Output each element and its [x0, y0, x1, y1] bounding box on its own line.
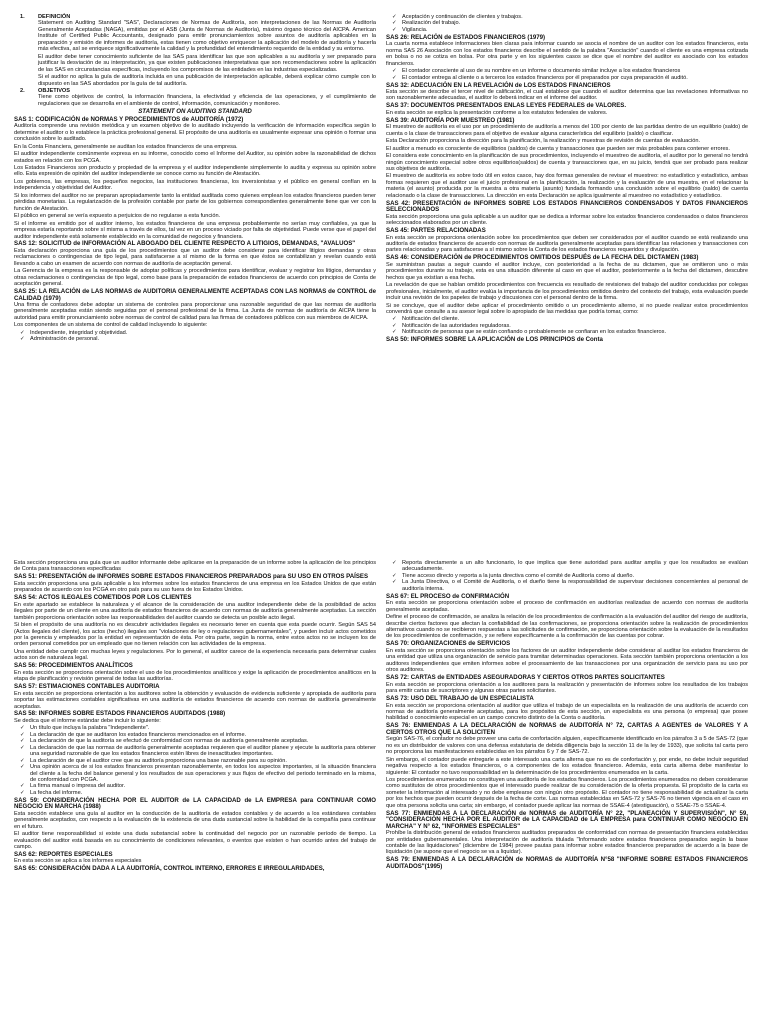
sas-heading: SAS 79: ENMIENDAS A LA DECLARACIÓN de NORMAS de AUDITORÍA N°58 "INFORME SOBRE ESTADOS FINANCIEROS AUDITADOS"(1995) — [386, 856, 748, 870]
paragraph: La Gerencia de la empresa es la responsable de adoptar políticas y procedimientos para identificar, evaluar y registrar los litigios, demandas y otras reclamaciones o contingencias de tipo legal, como base para la preparación de estados financieros de acuerdo con principios de Conta de aceptación general. — [14, 268, 376, 288]
checklist-item: ✓ La declaración de que la auditoría se efectuó de conformidad con normas de auditoría generalmente aceptadas. — [30, 738, 376, 744]
paragraph: Auditoría comprende una revisión metódica y un examen objetivo de lo auditado incluyendo la verificación de información específica según lo determine el auditor o lo establece la práctica profesional general. El propósito de una auditoría es usualmente expresar una opinión o formar una conclusión sobre lo auditado. — [14, 123, 376, 143]
checklist-item: ✓ Una opinión acerca de si los estados financieros presentan razonablemente, en todos los aspectos importantes, si la situación financiera del cliente a la fecha del balance general y los resultados de sus operaciones y sus flujos de efectivo del periodo terminado en la misma, de conformidad con PCGA. — [30, 764, 376, 783]
paragraph: Los Estados Financieros son producto y propiedad de la empresa y el auditor independiente simplemente lo audita y expresa su opinión sobre ello. Esta expresión de opinión del auditor independiente se conoce como su función de Atestación. — [14, 164, 376, 178]
sas-heading: SAS 65: CONSIDERACIÓN DADA A LA AUDITORÍA, CONTROL INTERNO, ERRORES E IRREGULARIDADES, — [14, 865, 325, 873]
paragraph: Statement on Auditing Standard "SAS", Declaraciones de Normas de Auditoría, son interpretaciones de las Normas de Auditoría Generalmente Aceptadas (NAGA), emitidas por el ASB (Junta de Normas de Auditoría), máximo órgano técnico del AICPA. American Institute of Certified Public Accountants, designado para emitir pronunciamientos sobre asuntos de auditoría aplicables en la preparación y emisión de informes de auditoría, estas tienen como objetivo enriquecer la aplicación del modelo de auditoría y hacerla más efectiva, así se enriquece significativamente la calidad y la profundidad del entendimiento requerido de la entidad y su entorno. — [38, 20, 376, 53]
checklist-item: ✓ La firma manual o impresa del auditor. — [30, 783, 376, 789]
paragraph: En esta sección se proporciona orientación sobre el uso de los procedimientos analíticos y exige la aplicación de procedimientos analíticos en la etapa de planificación y revisión general de todas las auditorías. — [14, 669, 376, 683]
checklist-item: ✓ Administración de personal. — [30, 336, 376, 342]
checklist-item: ✓ Reporta directamente a un alto funcionario, lo que implica que tiene autoridad para auditar amplia y que los resultados se evalúan adecuadamente. — [402, 560, 748, 573]
paragraph: En esta sección se aplica a los informes especiales — [14, 858, 142, 865]
paragraph: En esta sección se proporciona orientación a los auditores sobre la obtención y evaluación de evidencia suficiente y apropiada de auditoría para soportar las estimaciones contables significativas en una auditoría de estados financieros de acuerdo con normas de auditoría generalmente aceptadas. — [14, 690, 376, 710]
paragraph: Esta declaración proporciona una guía de los procedimientos que un auditor debe considerar para identificar litigios demandas y otras reclamaciones o contingencias de tipo legal, para satisfacerse a sí mismo de la forma en que éstos se contabilizan y revelan cuando está llevando a cabo un examen de acuerdo con normas de auditoría de aceptación general. — [14, 247, 376, 267]
paragraph: El público en general se vería expuesto a perjuicios de no regularse a esta función. — [14, 213, 221, 220]
checklist — [386, 14, 748, 33]
checklist-item: ✓ Notificación de personas que se están confiando o probablemente se confiaran en los estados financieros. — [402, 329, 748, 335]
sas-heading: SAS 25: LA RELACIÓN de LAS NORMAS de AUDITORIA GENERALMENTE ACEPTADAS CON LAS NORMAS de CONTROL de CALIDAD (1979) — [14, 288, 376, 302]
paragraph: Esta sección proporciona una guía que un auditor informante debe aplicarse en la preparación de un informe sobre la aplicación de los principios de Conta para transacciones especificadas — [14, 560, 376, 573]
paragraph: Una firma de contadores debe adoptar un sistema de controles para proporcionar una razonable seguridad de que las normas de auditoría generalmente aceptadas están siendo seguidas por el personal profesional de la firma. La Junta de normas de auditoría de AICPA tiene la autoridad para emitir pronunciamiento sobre normas de control de calidad para las firmas de contadores públicos con sus miembros de AICPA. — [14, 302, 376, 321]
paragraph: Una entidad debe cumplir con muchas leyes y regulaciones. Por lo general, el auditor carece de la experiencia necesaria para determinar cuales actos son de naturaleza legal. — [14, 648, 376, 662]
paragraph: En esta sección se explica la presentación conforme a los estatutos federales de valores. — [386, 109, 608, 116]
paragraph: La revelación de que se habían omitido procedimientos con frecuencia es resultado de revisiones del trabajo del auditor conducidas por colegas profesionales, inicialmente, el auditor evalúa la importancia de los procedimientos omitidos dentro del contexto del trabajo, esta evaluación puede incluir una revisión de los papeles de trabajo y discusiones con el personal dentro de la firma. — [386, 282, 748, 302]
paragraph: En este apartado se establece la naturaleza y el alcance de la consideración de una auditor independiente debe de la posibilidad de actos ilegales por parte de un cliente en una auditoría de estados financieros de acuerdo con normas de auditoría generalmente aceptadas. La sección también proporciona orientación sobre las responsabilidades del auditor cuando se detecta un posible acto ilegal. — [14, 601, 376, 621]
sas-heading: SAS 45: PARTES RELACIONADAS — [386, 227, 486, 235]
sas-heading: SAS 58: INFORMES SOBRE ESTADOS FINANCIEROS AUDITADOS (1988) — [14, 710, 226, 718]
sas-heading: SAS 12: SOLICITUD de INFORMACIÓN AL ABOGADO DEL CLIENTE RESPECTO A LITIGIOS, DEMANDAS, "AVALUOS" — [14, 240, 356, 248]
checklist-item: ✓ Notificación de las autoridades reguladoras. — [402, 323, 748, 329]
paragraph: Los componentes de un sistema de control de calidad incluyendo lo siguiente: — [14, 322, 208, 329]
paragraph: Define el proceso de confirmación, se analiza la relación de los procedimientos de confirmación a la evaluación del auditor del riesgo de auditoría, describe ciertos factores que afectan la confiabilidad de las confirmaciones, se proporciona orientación sobre la realización de procedimientos alternativos cuando no se recibieron respuestas a las solicitudes de confirmación, se proporciona orientación sobre la evaluación de la resultados de los procedimientos de confirmación, y se refiere específicamente a la confirmación de las cuentas por cobrar. — [386, 614, 748, 640]
checklist-item: ✓ La declaración de que se auditaron los estados financieros mencionados en el informe. — [30, 732, 376, 738]
bottom-right-column — [386, 560, 748, 870]
paragraph: El muestreo de auditoría es sobre todo útil en estos casos, hay dos formas generales de revisar el muestreo: no estadístico y estadístico, ambas formas requieren que el auditor use el juicio profesional en la planificación, la realización y la evaluación de una muestra, en el relacionar la materia (el asunto) producida por la muestra a otra materia (asunto) fundada formando una conclusión sobre el equilibrio (saldo) de cuenta relacionado o la clase de transacciones. La dirección en esta Declaración se aplica igualmente al muestreo no estadístico y estadístico. — [386, 173, 748, 199]
sas-heading: SAS 72: CARTAS de ENTIDADES ASEGURADORAS Y CIERTOS OTROS PARTES SOLICITANTES — [386, 674, 665, 682]
sas-heading: SAS 67: EL PROCESO de CONFIRMACIÓN — [386, 592, 510, 600]
paragraph: Se dedica que el informe estándar debe incluir lo siguiente: — [14, 717, 161, 724]
checklist-item: ✓ Realización del trabajo. — [402, 20, 748, 26]
sas-heading: SAS 57: ESTIMACIONES CONTABLES AUDITORIA — [14, 683, 160, 691]
checklist-item: ✓ La declaración de que el auditor cree que su auditoría proporciona una base razonable para su opinión. — [30, 758, 376, 764]
paragraph: Sin embargo, el contador puede entregarle a este interesado una carta alterna que no es de confortación y, por ende, no debe incluir seguridad negativa respecto a los estados financieros, o a componentes de los estados financieros. Además, esta carta alterna debe manifestar lo siguiente: El contador no tuvo responsabilidad en la determinación de los procedimientos enumerados en la carta. — [386, 756, 748, 776]
checklist-item: ✓ El contador consciente al uso de su nombre en un informe o documento similar incluye a los estados financieros — [402, 68, 748, 74]
paragraph: Esta sección proporciona una guía aplicable a los informes sobre los estados financieros de una empresa en los Estados Unidos de que están preparados de acuerdo con los PCGA en otro país para su uso fuera de los Estados Unidos. — [14, 580, 376, 594]
paragraph: En esta sección se proporciona orientación al auditor que utiliza el trabajo de un especialista en la realización de una auditoría de acuerdo con normas de auditoría generalmente aceptadas, para los propósitos de esta sección, un especialista es una persona (o empresa) que posee habilidad o conocimiento especial en un campo concreto distinto de la Conta o auditoría. — [386, 702, 748, 722]
bottom-page — [0, 548, 768, 1024]
sas-heading: SAS 50: INFORMES SOBRE LA APLICACIÓN de LOS PRINCIPIOS de Conta — [386, 336, 603, 344]
paragraph: Esta sección establece una guía al auditor en la conducción de la auditoría de estados contables y de acuerdo a los estándares contables generalmente aceptados, con respecto a la evaluación de la existencia de una duda sustancial sobre la habilidad de la compañía para continuar en el futuro. — [14, 810, 376, 830]
paragraph: En esta sección se proporciona orientación sobre los factores de un auditor independiente debe considerar al auditar los estados financieros de una entidad que utiliza una organización de servicio para tramitar determinadas operaciones. Esta sección también proporciona orientación a los auditores independientes que emiten informes sobre el procesamiento de las transacciones por una organización de servicio para su uso por otros auditores. — [386, 647, 748, 674]
paragraph: Los procedimientos enumerados no constituyen una auditoría de los estados financieros. Los procedimientos enumerados no deben considerarse como sustitutos de otros procedimientos que el interesado puede realizar de su consideración de la oferta propuesta. El propósito de la carta es someter la información al interesado y no debe emplearse con ningún otro propósito. El contador no tiene responsabilidad de actualizar la carta por los hechos que pueden ocurrir después de la fecha de corte. Las normas establecidas en SAS-72 y SAS-76 no tienen vigencia en el caso en que otra persona solicita una carta; sin embargo, el contador puede aplicar las normas de SSAE-4 (atestiguación), o SSAE-75 o SSAE-4. — [386, 777, 748, 809]
top-right-column — [386, 14, 748, 344]
sas-heading: SAS 62: REPORTES ESPECIALES — [14, 850, 113, 858]
centered-title: STATEMENT ON AUDITING STANDARD — [138, 107, 252, 115]
paragraph: Si el auditor no aplica la guía de auditoría incluida en una publicación de interpretación aplicable, deberá explicar cómo cumple con lo dispuesto en las SAS abordados por la guía de tal auditoría. — [38, 74, 376, 87]
paragraph: Esta Declaración proporciona la dirección para la planificación, la realización y muestras de revisión de cuentas de evaluación. — [386, 138, 701, 145]
page-gap — [0, 530, 768, 548]
section-title: DEFINICIÓN — [38, 14, 71, 20]
section-number: 1. — [20, 14, 25, 20]
sas-heading: SAS 73: USO DEL TRABAJO de UN ESPECIALISTA — [386, 695, 534, 703]
sas-heading: SAS 42: PRESENTACIÓN de INFORMES SOBRE LOS ESTADOS FINANCIEROS CONDENSADOS Y DATOS FINANCIEROS SELECCIONADOS — [386, 199, 748, 214]
paragraph: El auditor independiente comúnmente expresa en su informe, conocido como el Informe del Auditor, su opinión sobre la razonabilidad de dichos estados en relación con los PCGA. — [14, 151, 376, 164]
checklist — [386, 316, 748, 335]
bottom-left-column — [14, 560, 376, 873]
checklist — [386, 68, 748, 81]
section-number: 2. — [20, 87, 25, 94]
sas-heading: SAS 26: RELACIÓN de ESTADOS FINANCIEROS (1979) — [386, 33, 546, 41]
paragraph: Según SAS-76, el contador no debe proveer una carta de confortación alguien, específicamente identificado en los párrafos 3 a 5 de SAS-72 (que no es un distribuidor de valores con una defensa estatutaria de debida diligencia bajo la sección 11 de la ley de 1933), que solicita tal carta pero no proporciona las manifestaciones establecidas en los párrafos 6 y 7 de SAS-72. — [386, 736, 748, 756]
paragraph: El auditor tiene responsabilidad si existe una duda substancial sobre la continuidad del negocio por un razonable período de tiempo. La evaluación del auditor está basada en su conocimiento de condiciones relevantes, o eventos que existen o han ocurrido antes del trabajo de campo. — [14, 831, 376, 851]
paragraph: Esta sección proporciona una guía aplicable a un auditor que se dedica a informar sobre los estados financieros condensados o datos financieros seleccionados elaborados por un cliente. — [386, 213, 748, 227]
sas-heading: SAS 32: ADECUACIÓN EN LA REVELACIÓN de LOS ESTADOS FINANCIEROS — [386, 81, 611, 89]
checklist-item: ✓ Notificación del cliente. — [402, 316, 748, 322]
sas-heading: SAS 46: CONSIDERACIÓN de PROCEDIMIENTOS OMITIDOS DESPUÉS de LA FECHA DEL DICTAMEN (1983) — [386, 254, 699, 262]
paragraph: Si bien el propósito de una auditoría no es descubrir actividades ilegales es necesario tener en cuenta que esta puede ocurrir. Según SAS 54 (Actos ilegales del cliente), los actos (hecho) ilegales son "violaciones de ley o regulaciones gubernamentales", y pueden incluir actos cometidos por la gerencia y empleados por la entidad en representación de ésta. Por otra parte, según la norma, entre estos actos no se incluyen los de orden personal cometidos por un empleado que no tienen relación con las actividades de la empresa. — [14, 622, 376, 648]
checklist-item: ✓ El contador entrega al cliente o a terceros los estados financieros por él preparados por cuya preparación él auditó. — [402, 75, 748, 81]
paragraph: En esta sección se proporciona orientación sobre los procedimientos que deben ser considerados por el auditor cuando se está realizando una auditoría de estados financieros de acuerdo con normas de auditoría generalmente aceptadas para identificar las relaciones y transacciones con partes relacionadas y para satisfacerse a sí mismo sobre la Conta de los estados financieros requeridos y divulgación. — [386, 234, 748, 254]
paragraph: El auditor debe tener conocimiento suficiente de las SAS para identificar las que son aplicables a su auditoría y ser preparado para justificar la desviación de su interpretación, ya que existen publicaciones interpretativas que son recomendaciones sobre la aplicación de las SAS en circunstancias específicas, incluyendo los compromisos de las entidades en las industrias especializadas. — [38, 53, 376, 73]
checklist-item: ✓ Tiene acceso directo y reporta a la junta directiva como el comité de Auditoría como al dueño. — [402, 573, 748, 579]
checklist-item: ✓ La declaración de que las normas de auditoría generalmente aceptadas requieren que el auditor planee y ejecute la auditoría para obtener una seguridad razonable de que los estados financieros estén libres de inexactitudes importantes. — [30, 745, 376, 758]
paragraph: Los gobiernos, las empresas, los pequeños negocios, las instituciones financieras, los inversionistas y el público en general confían en la independencia y objetividad del Auditor. — [14, 178, 376, 192]
checklist-item: ✓ La Junta Directiva, o el Comité de Auditoría, o el dueño tiene la responsabilidad de supervisar decisiones concernientes al personal de auditoría interna. — [402, 579, 748, 592]
top-left-column — [14, 14, 376, 344]
paragraph: La cuarta norma establece informaciones bien claras para informar cuando se asocia el nombre de un auditor con los estados financieros, esta norma SAS 26 Asociación con los estados financieros describe el sentido de la palabra "Asociación" cuando el cliente es una empresa cotizada en bolsa o no se cotiza en bolsa. Por otra parte y en los siguientes casos se dice que el nombre del auditor es asociado con los estados financieros. — [386, 41, 748, 67]
checklist-item: ✓ Aceptación y continuación de clientes y trabajos. — [402, 14, 748, 20]
paragraph: En esta sección se proporciona orientación a los auditores para la realización y presentación de informes sobre los resultados de los trabajos para emitir cartas de suscriptores y algunas otras partes solicitantes. — [386, 681, 748, 695]
paragraph: Se suministran pautas a seguir cuando el auditor incluye, con posterioridad a la fecha de su dictamen, que se omitieron uno o más procedimientos durante su trabajo, esta es una situación diferente al caso en que el auditor, posteriormente a la fecha del dictamen, descubre hechos que ya existían a esa fecha. — [386, 261, 748, 281]
paragraph: El considera este conocimiento en la planificación de sus procedimientos, incluyendo el muestreo de auditoría, el auditor por lo general no tendrá ningún conocimiento especial sobre otros equilibrios(saldos) de cuenta y transacciones que, en su juicio, tendrá que ser probado para realizar sus objetivos de auditoría. — [386, 153, 748, 172]
sas-heading: SAS 39: AUDITORÍA POR MUESTREO (1981) — [386, 116, 515, 124]
paragraph: En la Conta Financiera, generalmente se auditan los estados financieros de una empresa. — [14, 143, 238, 150]
checklist-item: ✓ Independiente, integridad y objetividad. — [30, 330, 376, 336]
paragraph: Prohíbe la distribución general de estados financieros auditados preparados de conformidad con normas de presentación financiera establecidas por entidades gubernamentales. Una interpretación de auditoría titulada "Informando sobre estados financieros preparados según la base contable de las liquidaciones" (diciembre de 1984) provee pautas para informar sobre estados financieros preparados de acuerdo a la base de liquidación (se supone que el negocio se va a liquidar). — [386, 830, 748, 856]
checklist — [386, 560, 748, 592]
checklist-item: ✓ La fecha del informe. — [30, 790, 376, 796]
paragraph: Si se concluye, que el auditor debe aplicar el procedimiento omitido o un procedimiento alterno, si no puede realizar estos procedimientos convendrá que consulte a su asesor legal sobre lo apropiado de las medidas que podría tomar, como: — [386, 302, 748, 315]
sas-heading: SAS 76: ENMIENDAS A LA DECLARACIÓN de NORMAS de AUDITORÍA N° 72, CARTAS A AGENTES de VALORES Y A CIERTOS OTROS QUE LA SOLICITEN — [386, 722, 748, 736]
checklist-item: ✓ Vigilancia. — [402, 27, 748, 33]
paragraph: En esta sección se proporciona orientación sobre el proceso de confirmación en auditorías realizadas de acuerdo con normas de auditoría generalmente aceptadas. — [386, 600, 748, 613]
paragraph: El auditor a menudo es consciente de equilibrios (saldos) de cuenta y transacciones que pueden ser más probables para contener errores. — [386, 145, 730, 152]
sas-heading: SAS 70: ORGANIZACIONES de SERVICIOS — [386, 640, 511, 648]
paragraph: Esta sección se describe el tercer nivel de calificación, el cual establece que cuando el auditor determina que las revelaciones informativas no son razonablemente adecuadas, el auditor lo deberá indicar en el informe del auditor. — [386, 88, 748, 102]
sas-heading: SAS 37: DOCUMENTOS PRESENTADOS ENLAS LEYES FEDERALES de VALORES. — [386, 102, 627, 110]
sas-heading: SAS 59: CONSIDERACIÓN HECHA POR EL AUDITOR de LA CAPACIDAD de LA EMPRESA para CONTINUAR COMO NEGOCIO EN MARCHA (1988) — [14, 796, 376, 811]
sas-heading: SAS 56: PROCEDIMIENTOS ANALÍTICOS — [14, 662, 133, 670]
sas-heading: SAS 54: ACTOS ILEGALES COMETIDOS POR LOS CLIENTES — [14, 594, 192, 602]
sas-heading: SAS 77: ENMIENDAS A LA DECLARACIÓN de NORMAS de AUDITORÍA N° 22, "PLANEACIÓN Y SUPERVISIÓN", N° 59, "CONSIDERACIÓN HECHA POR EL AUDITOR de LA CAPACIDAD de LA EMPRESA para CONTINUAR COMO NEGOCIO EN MARCHA" Y N° 62, "INFORMES ESPECIALES" — [386, 809, 748, 830]
paragraph: El muestreo de auditoría es el uso por un procedimiento de auditoría a menos del 100 por ciento de las partidas dentro de un equilibrio (saldo) de cuenta o la clase de transacciones para el objetivo de evaluar alguna característica del equilibrio (saldo) o clasificar. — [386, 124, 748, 137]
section-title: OBJETIVOS — [38, 87, 71, 94]
checklist — [14, 725, 376, 796]
checklist-item: ✓ Un título que incluya la palabra "Independiente". — [30, 725, 376, 731]
sas-heading: SAS 1: CODIFICACIÓN de NORMAS Y PROCEDIMIENTOS de AUDITORÍA (1972) — [14, 115, 244, 123]
paragraph: Tiene como objetivos de control, la información financiera, la efectividad y eficiencia de las operaciones, y el cumplimiento de regulaciones que se desarrolla en el ambiente de control, información, comunicación y monitoreo. — [38, 94, 376, 107]
checklist — [14, 330, 376, 343]
sas-heading: SAS 51: PRESENTACIÓN de INFORMES SOBRE ESTADOS FINANCIEROS PREPARADOS para SU USO EN OTROS PAÍSES — [14, 573, 369, 581]
paragraph: Si los informes del auditor no se preparan apropiadamente tanto la entidad auditada como quienes emplean los estados financieros pueden tener pérdidas monetarias. La regularización de la profesión contable por parte de los gobiernos correspondientes generalmente tiene que ver con la función de Atestación. — [14, 192, 376, 212]
paragraph: Si el informe es emitido por el auditor interno, los estados financieros de una empresa probablemente no serían muy confiables, ya que la empresa estaría reportando sobre sí misma a través de ellos, tal vez en un proceso viciado por falta de objetividad. Puede verse que el papel del auditor independiente está solamente establecido en la comunidad de negocios y financiera. — [14, 220, 376, 240]
